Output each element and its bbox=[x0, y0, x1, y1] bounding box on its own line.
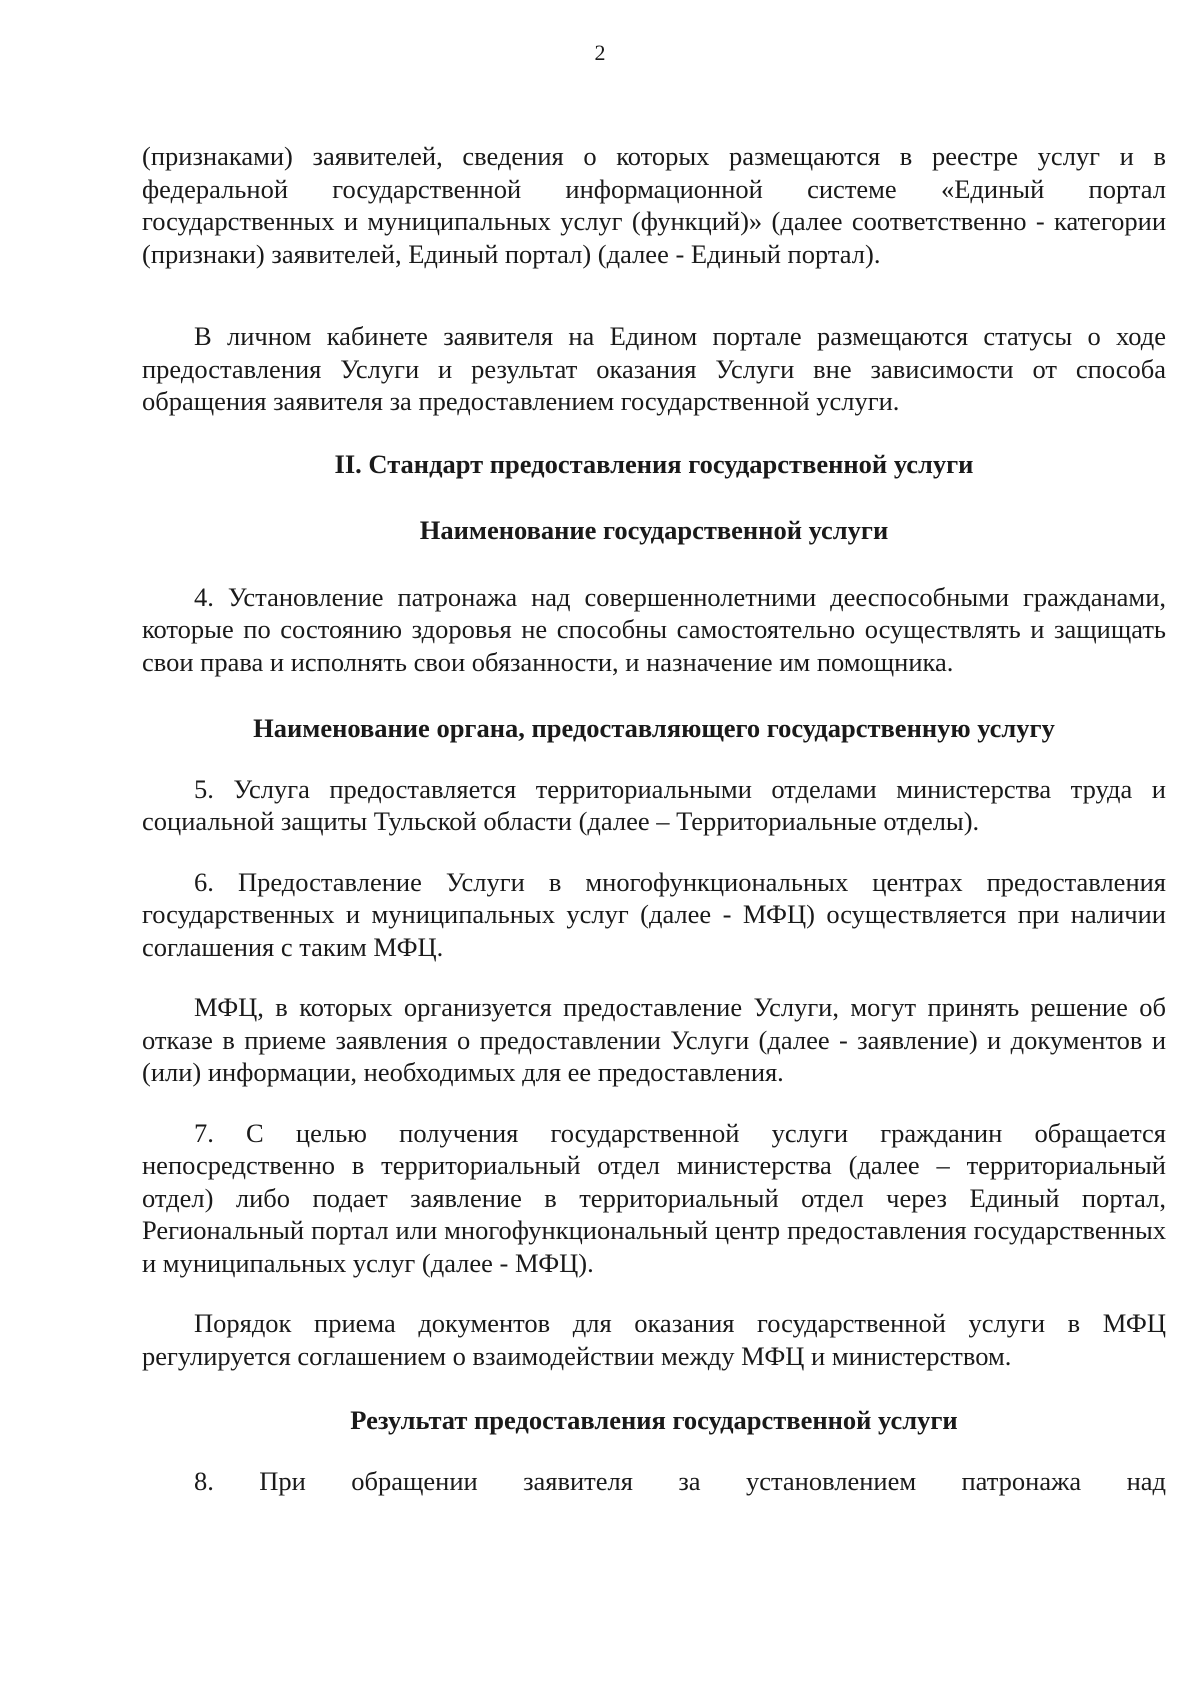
paragraph-acceptance-order: Порядок приема документов для оказания государственной услуги в МФЦ регулируется соглашением о взаимодействии между МФЦ и министерством. bbox=[142, 1308, 1166, 1371]
paragraph-item-4: 4. Установление патронажа над совершеннолетними дееспособными гражданами, которые по состоянию здоровья не способны самостоятельно осуществлять и защищать свои права и исполнять свои обязанности, и назначение им помощника. bbox=[142, 581, 1166, 677]
paragraph-item-7: 7. С целью получения государственной услуги гражданин обращается непосредственно в территориальный отдел министерства (далее – территориальный отдел) либо подает заявление в территориальный отдел через Единый портал, Региональный портал или многофункциональный центр предоставления государственных и муниципальных услуг (далее - МФЦ). bbox=[142, 1117, 1166, 1278]
subheading-providing-organ: Наименование органа, предоставляющего государственную услугу bbox=[253, 713, 1055, 743]
paragraph-personal-cabinet: В личном кабинете заявителя на Едином портале размещаются статусы о ходе предоставления Услуги и результат оказания Услуги вне зависимости от способа обращения заявителя за предоставлением государственной услуги. bbox=[142, 321, 1166, 416]
paragraph-item-8: 8. При обращении заявителя за установлением патронажа над bbox=[194, 1465, 1166, 1496]
section-heading-standard: II. Стандарт предоставления государственной услуги bbox=[334, 448, 974, 479]
subheading-service-name: Наименование государственной услуги bbox=[419, 515, 889, 545]
paragraph-intro: (признаками) заявителей, сведения о которых размещаются в реестре услуг и в федеральной государственной информационной системе «Единый портал государственных и муниципальных услуг (функций)» (далее соответственно - категории (признаки) заявителей, Единый портал) (далее - Единый портал). bbox=[142, 141, 1166, 269]
subheading-service-result: Результат предоставления государственной услуги bbox=[350, 1405, 958, 1435]
paragraph-mfc-refusal: МФЦ, в которых организуется предоставление Услуги, могут принять решение об отказе в приеме заявления о предоставлении Услуги (далее - заявление) и документов и (или) информации, необходимых для ее предоставления. bbox=[142, 992, 1166, 1087]
document-body bbox=[142, 140, 1166, 1497]
paragraph-item-6: 6. Предоставление Услуги в многофункциональных центрах предоставления государственных и муниципальных услуг (далее - МФЦ) осуществляется при наличии соглашения с таким МФЦ. bbox=[142, 866, 1166, 962]
page-number: 2 bbox=[594, 40, 606, 65]
paragraph-item-5: 5. Услуга предоставляется территориальными отделами министерства труда и социальной защиты Тульской области (далее – Территориальные отделы). bbox=[142, 773, 1166, 836]
